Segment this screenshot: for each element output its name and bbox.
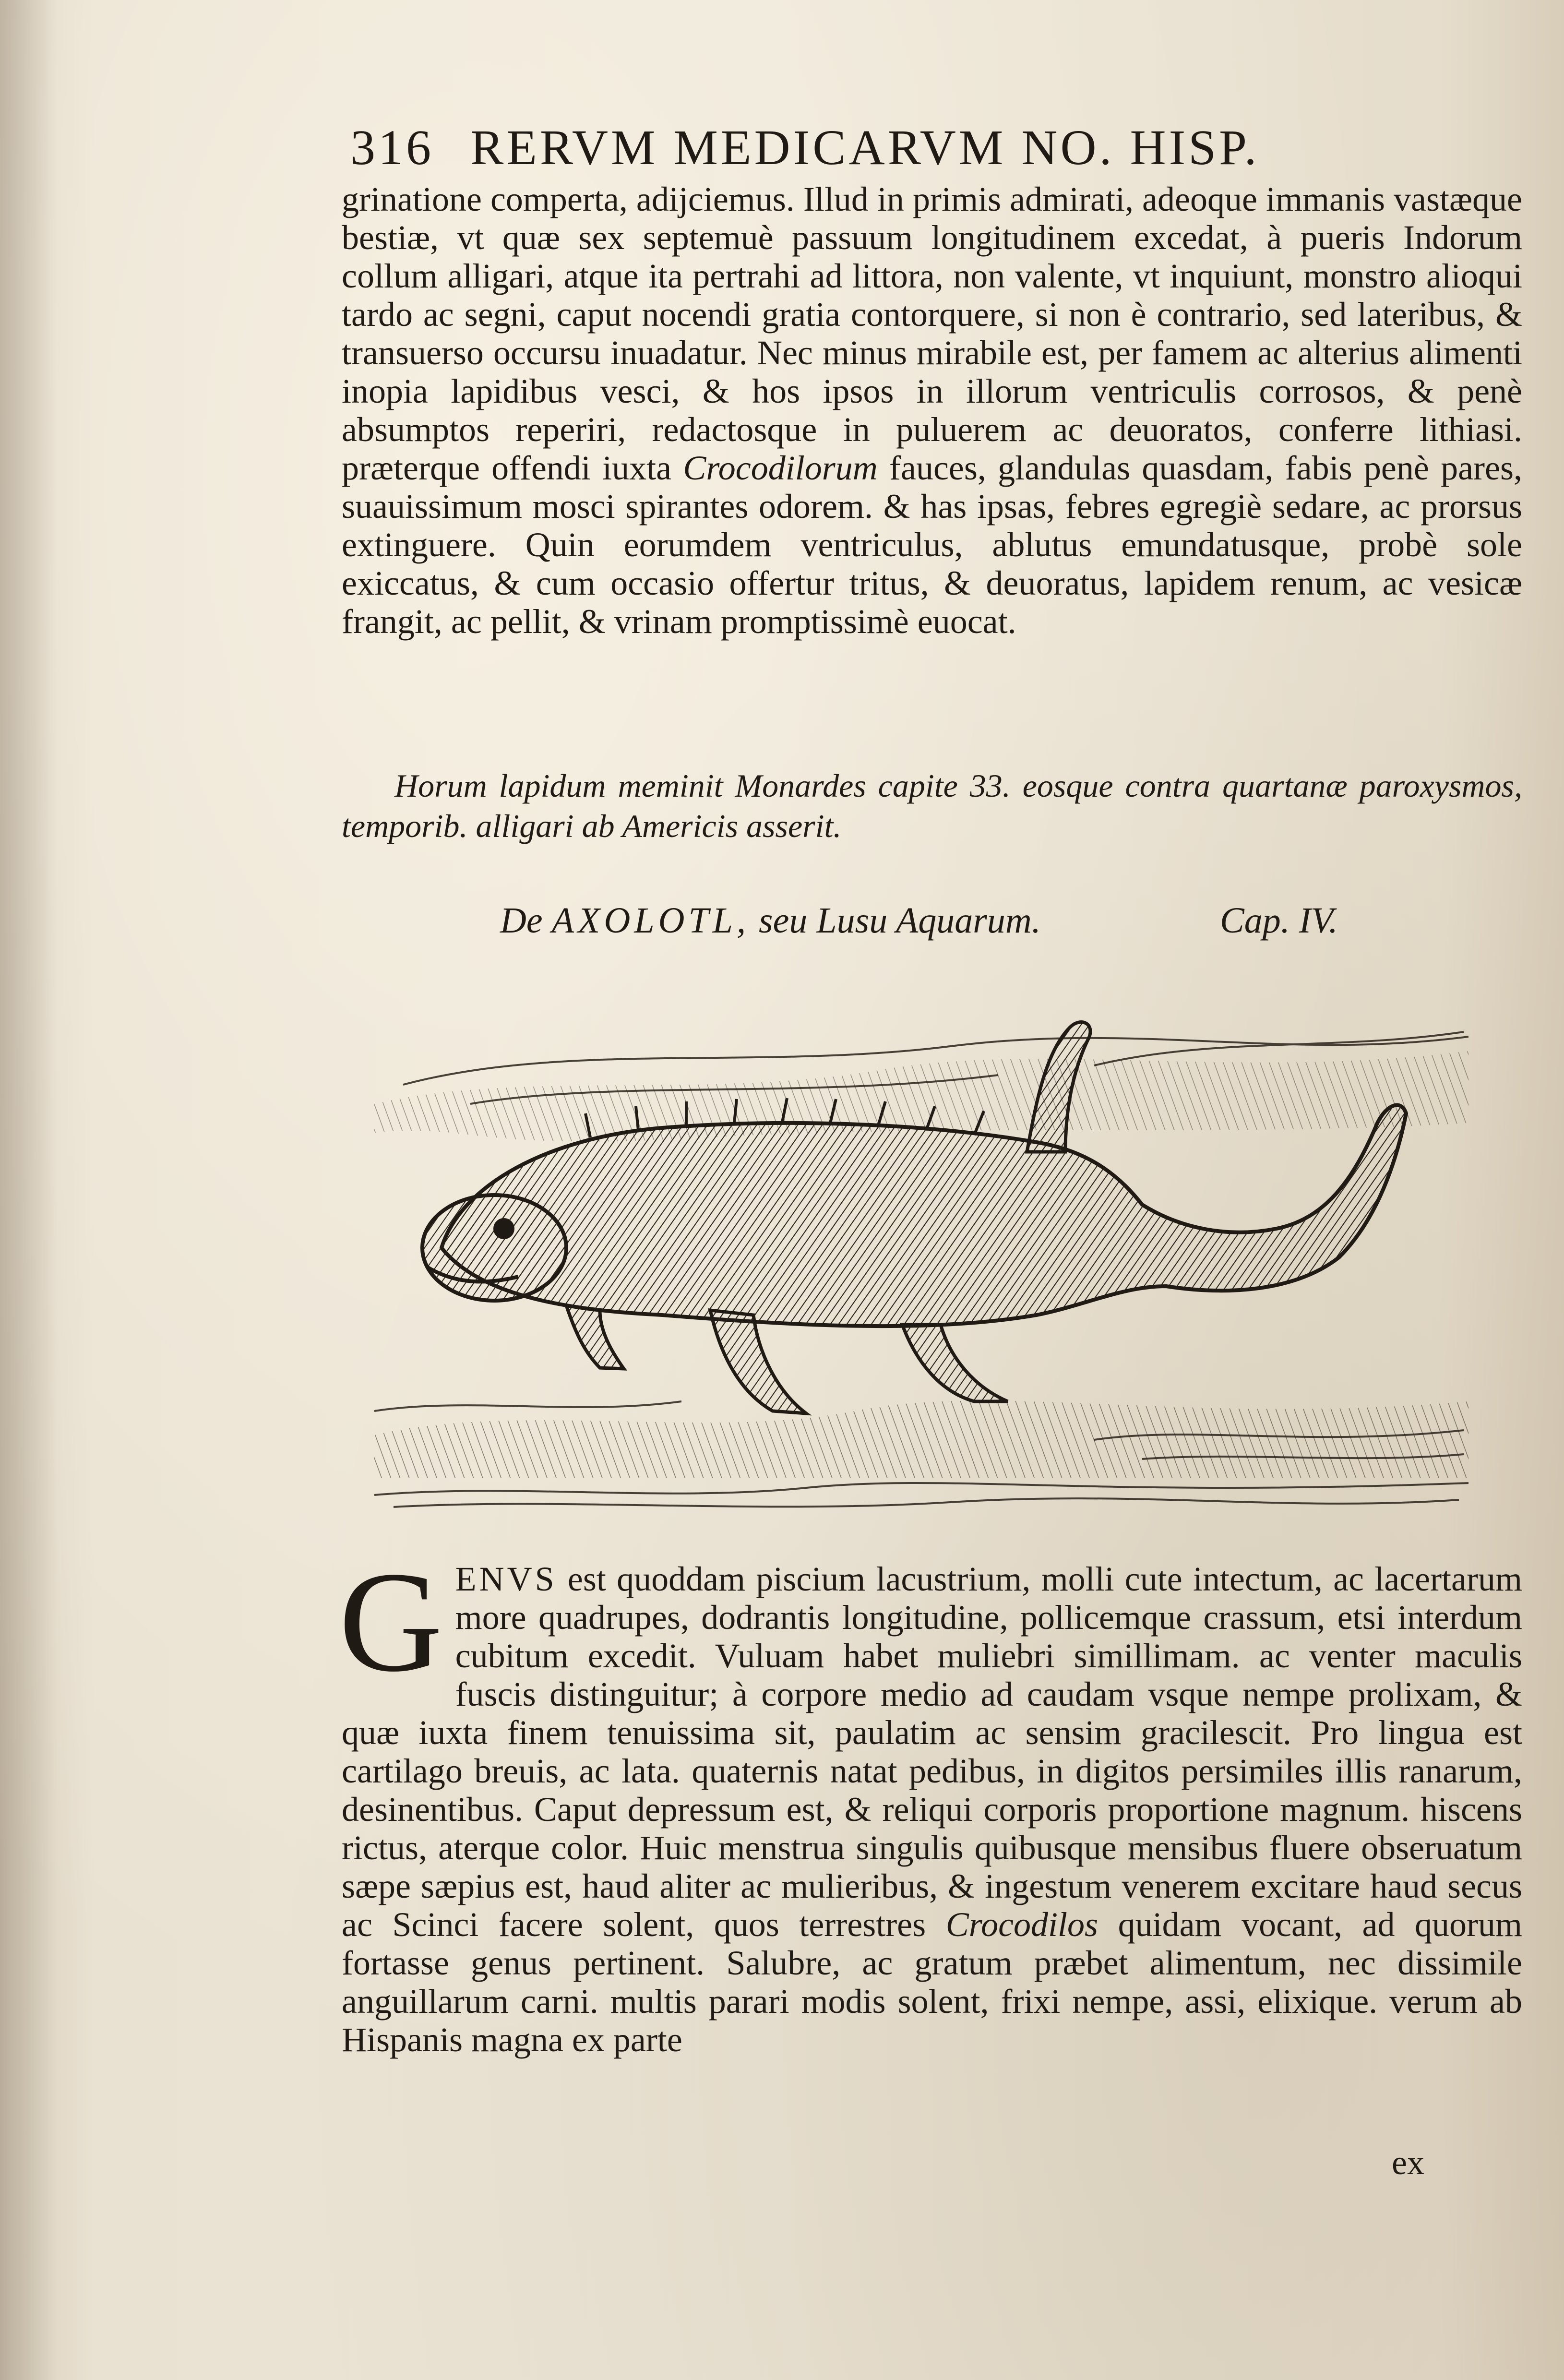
italic-term-crocodilorum: Crocodilorum xyxy=(683,449,878,487)
drop-cap: G xyxy=(339,1542,443,1701)
italic-term-crocodilos: Crocodilos xyxy=(945,1905,1098,1944)
paragraph-crocodile xyxy=(342,180,1522,761)
chapter-prefix: De xyxy=(500,900,543,941)
paragraph-axolotl-text: est quoddam piscium lacustrium, molli cute intectum, ac lacertarum more quadrupes, dodrantis longitudine, pollicemque crassum, etsi interdum cubitum excedit. Vuluam habet muliebri simillimam. ac venter maculis fuscis distinguitur; à corpore medio ad caudam vsque nempe prolixam, & quæ iuxta finem tenuissima sit, paulatim ac sensim gracilescit. Pro lingua est cartilago breuis, ac lata. quaternis natat pedibus, in digitos persimiles illis ranarum, desinentibus. Caput depressum est, & reliqui corporis proportione magnum. hiscens rictus, aterque color. Huic menstrua singulis quibusque mensibus fluere obseruatum sæpe sæpius est, haud aliter ac mulieribus, & ingestum venerem excitare haud secus ac Scinci facere solent, quos terrestres xyxy=(342,1560,1522,1944)
gutter-shadow xyxy=(0,0,58,2380)
chapter-suffix: seu Lusu Aquarum. xyxy=(759,900,1041,941)
axolotl-woodcut-icon xyxy=(374,979,1468,1521)
chapter-title xyxy=(342,900,1522,953)
running-title: RERVM MEDICARVM NO. HISP. xyxy=(470,120,1260,175)
catchword: ex xyxy=(1392,2143,1424,2182)
paragraph-crocodile-text: grinatione comperta, adijciemus. Illud in primis admirati, adeoque immanis vastæque bestiæ, vt quæ sex septemuè passuum longitudinem excedat, à pueris Indorum collum alligari, atque ita pertrahi ad littora, non valente, vt inquiunt, monstro alioqui tardo ac segni, caput nocendi gratia contorquere, si non è contrario, sed lateribus, & transuerso occursu inuadatur. Nec minus mirabile est, per famem ac alterius alimenti inopia lapidibus vesci, & hos ipsos in illorum ventriculis corrosos, & penè absumptos reperiri, redactosque in puluerem ac deuoratos, conferre lithiasi. præterque offendi iuxta xyxy=(342,180,1522,487)
paragraph-axolotl xyxy=(339,1542,1523,2203)
page-number: 316 xyxy=(350,120,434,175)
first-word: ENVS xyxy=(455,1560,557,1598)
monardes-note: Horum lapidum meminit Monardes capite 33. eosque contra quartanæ paroxysmos, temporib. alligari ab Americis asserit. xyxy=(342,767,1522,844)
chapter-number: Cap. IV. xyxy=(1220,900,1338,941)
running-header xyxy=(350,119,1445,181)
chapter-name: AXOLOTL, xyxy=(551,900,750,941)
paragraph-crocodile-rest: fauces, glandulas quasdam, fabis penè pares, suauissimum mosci spirantes odorem. & has ipsas, febres egregiè sedare, ac prorsus extinguere. Quin eorumdem ventriculus, ablutus emundatusque, probè sole exiccatus, & cum occasio offertur tritus, & deuoratus, lapidem renum, ac vesicæ frangit, ac pellit, & vrinam promptissimè euocat. xyxy=(342,449,1523,641)
paragraph-axolotl-rest: quidam vocant, ad quorum fortasse genus pertinent. Salubre, ac gratum præbet alimentum, nec dissimile anguillarum carni. multis parari modis solent, frixi nempe, assi, elixique. verum ab Hispanis magna ex parte xyxy=(342,1905,1523,2059)
